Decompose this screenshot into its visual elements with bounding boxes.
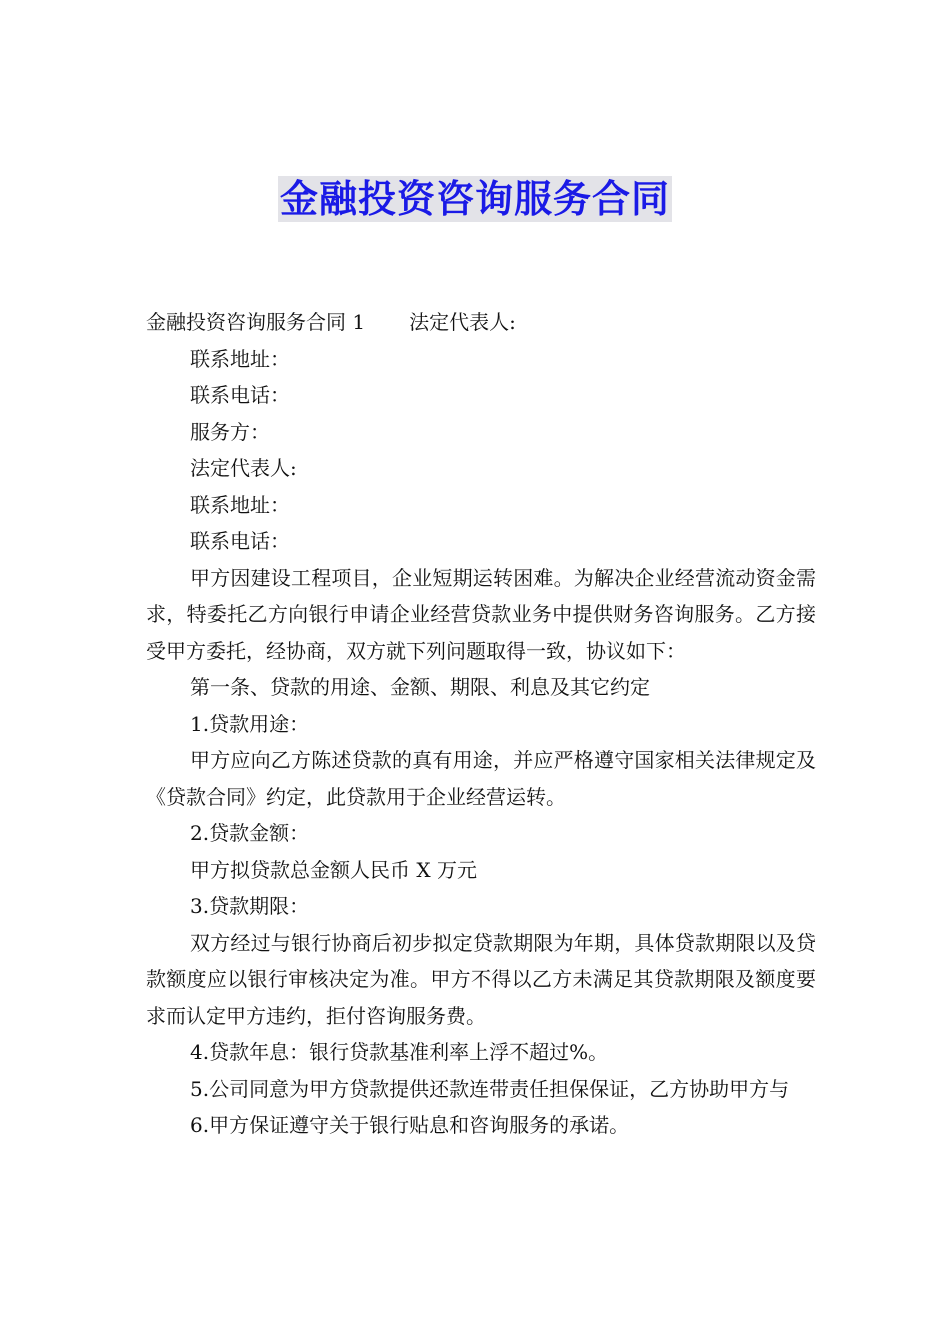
- paragraph-contact-address-1: 联系地址：: [190, 346, 290, 371]
- document-title: 金融投资咨询服务合同: [279, 177, 670, 221]
- title-wrapper: [0, 176, 950, 222]
- paragraph-service-party: 服务方：: [190, 419, 270, 444]
- paragraph-item-1-body: 甲方应向乙方陈述贷款的真有用途，并应严格遵守国家相关法律规定及《贷款合同》约定，此贷款用于企业经营运转。: [146, 748, 816, 809]
- paragraph-item-3-body: 双方经过与银行协商后初步拟定贷款期限为年期，具体贷款期限以及贷款额度应以银行审核决定为准。甲方不得以乙方未满足其贷款期限及额度要求而认定甲方违约，拒付咨询服务费。: [146, 930, 816, 1028]
- paragraph-item-5: 5.公司同意为甲方贷款提供还款连带责任担保保证，乙方协助甲方与: [190, 1076, 790, 1101]
- paragraph-item-2-body: 甲方拟贷款总金额人民币 X 万元: [190, 857, 477, 882]
- contract-heading-ref: 金融投资咨询服务合同 1: [146, 310, 366, 334]
- paragraph-contact-address-2: 联系地址：: [190, 492, 290, 517]
- paragraph-item-4: 4.贷款年息：银行贷款基准利率上浮不超过%。: [190, 1040, 609, 1064]
- paragraph-intro: 甲方因建设工程项目，企业短期运转困难。为解决企业经营流动资金需求，特委托乙方向银行申请企业经营贷款业务中提供财务咨询服务。乙方接受甲方委托，经协商，双方就下列问题取得一致，协议如下：: [146, 565, 816, 663]
- paragraph-item-3-heading: 3.贷款期限：: [190, 894, 310, 918]
- paragraph-contact-phone-1: 联系电话：: [190, 383, 290, 407]
- paragraph-legal-rep: 法定代表人:: [190, 456, 297, 480]
- document-body: [146, 304, 816, 1144]
- paragraph-item-6: 6.甲方保证遵守关于银行贴息和咨询服务的承诺。: [190, 1113, 630, 1137]
- paragraph-item-1-heading: 1.贷款用途：: [190, 711, 310, 736]
- paragraph-contact-phone-2: 联系电话：: [190, 529, 290, 553]
- paragraph-article-1: 第一条、贷款的用途、金额、期限、利息及其它约定: [190, 675, 650, 699]
- legal-rep-label: 法定代表人:: [409, 310, 516, 334]
- paragraph-item-2-heading: 2.贷款金额：: [190, 821, 310, 845]
- first-line: [146, 304, 816, 341]
